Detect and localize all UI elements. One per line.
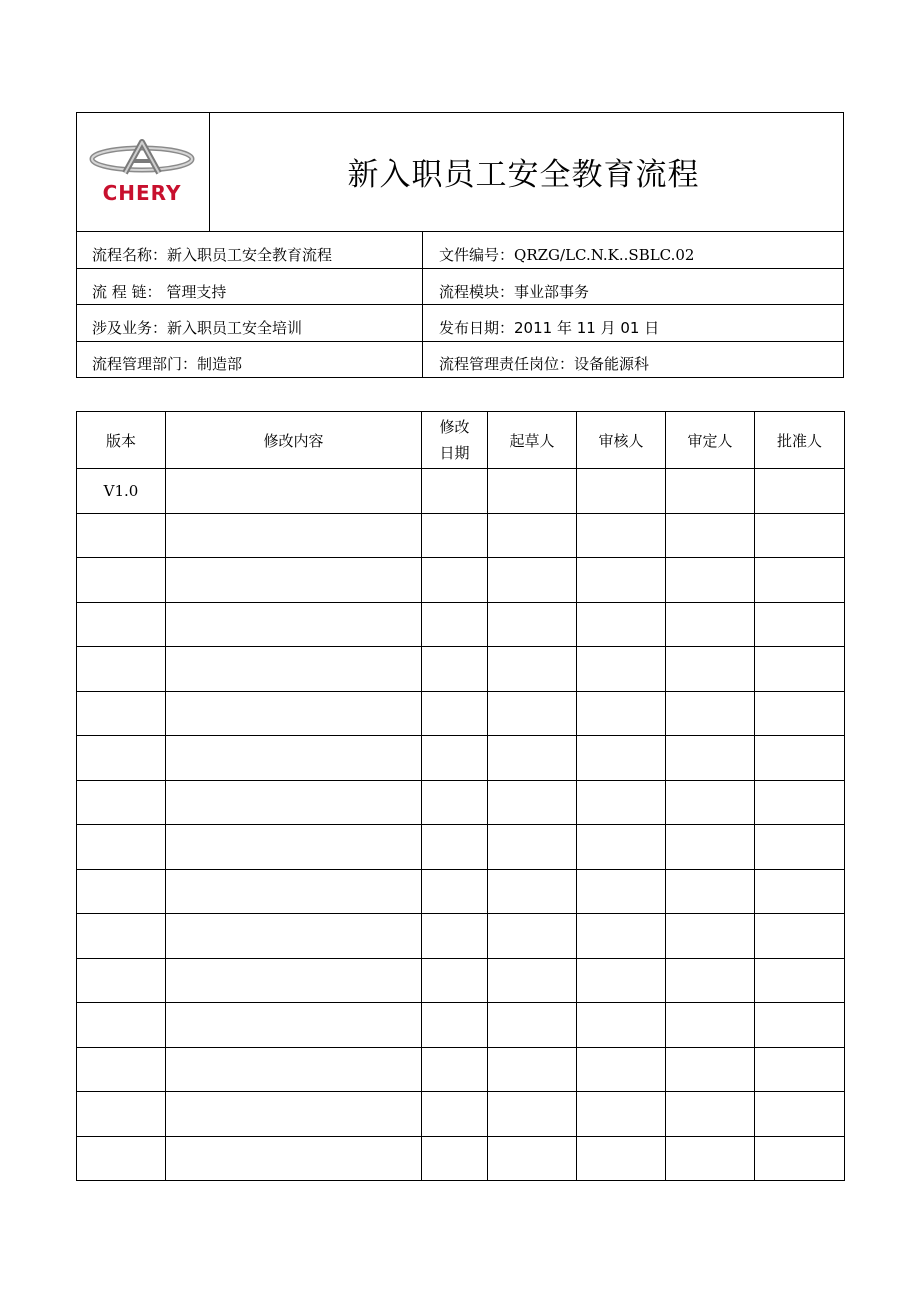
reviewer-cell[interactable] — [577, 736, 666, 781]
approver-cell[interactable] — [755, 513, 845, 558]
header-box — [76, 112, 844, 378]
approver-cell[interactable] — [755, 691, 845, 736]
approver-def-cell[interactable] — [666, 914, 755, 959]
process-name-field — [92, 246, 332, 264]
col-reviewer-header: 审核人 — [577, 412, 666, 469]
version-cell[interactable] — [77, 958, 166, 1003]
divider — [77, 231, 843, 232]
content-cell[interactable] — [166, 513, 422, 558]
date-cell[interactable] — [422, 958, 488, 1003]
approver-def-cell[interactable] — [666, 869, 755, 914]
approver-def-cell[interactable] — [666, 1003, 755, 1048]
drafter-cell[interactable] — [488, 558, 577, 603]
content-cell[interactable] — [166, 558, 422, 603]
file-no-label: 文件编号： — [439, 246, 515, 264]
approver-cell[interactable] — [755, 558, 845, 603]
date-cell[interactable] — [422, 736, 488, 781]
revision-table — [76, 411, 845, 1181]
content-cell[interactable] — [166, 914, 422, 959]
table-row — [77, 958, 845, 1003]
drafter-cell[interactable] — [488, 469, 577, 514]
version-cell[interactable] — [77, 1136, 166, 1181]
chery-logo-icon — [87, 139, 197, 179]
approver-cell[interactable] — [755, 825, 845, 870]
drafter-cell[interactable] — [488, 869, 577, 914]
reviewer-cell[interactable] — [577, 647, 666, 692]
approver-cell[interactable] — [755, 1003, 845, 1048]
reviewer-cell[interactable] — [577, 602, 666, 647]
business-label: 涉及业务： — [92, 319, 168, 337]
drafter-cell[interactable] — [488, 602, 577, 647]
table-row — [77, 647, 845, 692]
responsible-post-field — [439, 355, 649, 373]
release-date-label: 发布日期： — [439, 319, 515, 337]
process-module-label: 流程模块： — [439, 283, 515, 301]
table-row — [77, 869, 845, 914]
content-cell[interactable] — [166, 780, 422, 825]
col-content-header: 修改内容 — [166, 412, 422, 469]
divider — [422, 231, 423, 378]
reviewer-cell[interactable] — [577, 1136, 666, 1181]
drafter-cell[interactable] — [488, 780, 577, 825]
version-cell[interactable] — [77, 825, 166, 870]
approver-def-cell[interactable] — [666, 958, 755, 1003]
approver-cell[interactable] — [755, 1136, 845, 1181]
reviewer-cell[interactable] — [577, 1092, 666, 1137]
drafter-cell[interactable] — [488, 825, 577, 870]
divider — [77, 341, 843, 342]
drafter-cell[interactable] — [488, 647, 577, 692]
process-module-value: 事业部事务 — [514, 283, 590, 301]
file-no-value: QRZG/LC.N.K..SBLC.02 — [514, 246, 695, 264]
approver-cell[interactable] — [755, 780, 845, 825]
reviewer-cell[interactable] — [577, 513, 666, 558]
department-label: 流程管理部门： — [92, 355, 198, 373]
version-cell[interactable] — [77, 558, 166, 603]
drafter-cell[interactable] — [488, 513, 577, 558]
release-date-value: 2011 年 11 月 01 日 — [514, 319, 660, 337]
content-cell[interactable] — [166, 469, 422, 514]
col-drafter-header: 起草人 — [488, 412, 577, 469]
version-cell[interactable] — [77, 1092, 166, 1137]
reviewer-cell[interactable] — [577, 1003, 666, 1048]
reviewer-cell[interactable] — [577, 558, 666, 603]
approver-def-cell[interactable] — [666, 558, 755, 603]
version-cell[interactable] — [77, 647, 166, 692]
table-row — [77, 736, 845, 781]
drafter-cell[interactable] — [488, 914, 577, 959]
divider — [77, 268, 843, 269]
approver-def-cell[interactable] — [666, 513, 755, 558]
table-row — [77, 513, 845, 558]
drafter-cell[interactable] — [488, 958, 577, 1003]
table-row — [77, 602, 845, 647]
version-cell[interactable]: V1.0 — [77, 469, 166, 514]
approver-def-cell[interactable] — [666, 780, 755, 825]
approver-cell[interactable] — [755, 469, 845, 514]
date-cell[interactable] — [422, 1092, 488, 1137]
version-cell[interactable] — [77, 780, 166, 825]
approver-cell[interactable] — [755, 1092, 845, 1137]
date-cell[interactable] — [422, 691, 488, 736]
table-row — [77, 914, 845, 959]
approver-cell[interactable] — [755, 869, 845, 914]
approver-def-cell[interactable] — [666, 1092, 755, 1137]
content-cell[interactable] — [166, 958, 422, 1003]
date-cell[interactable] — [422, 558, 488, 603]
drafter-cell[interactable] — [488, 1136, 577, 1181]
process-name-label: 流程名称： — [92, 246, 168, 264]
process-name-value: 新入职员工安全教育流程 — [167, 246, 333, 264]
col-version-header: 版本 — [77, 412, 166, 469]
page-title: 新入职员工安全教育流程 — [347, 156, 700, 193]
responsible-post-label: 流程管理责任岗位： — [439, 355, 575, 373]
drafter-cell[interactable] — [488, 736, 577, 781]
content-cell[interactable] — [166, 869, 422, 914]
responsible-post-value: 设备能源科 — [574, 355, 650, 373]
release-date-field — [439, 319, 659, 337]
approver-def-cell[interactable] — [666, 691, 755, 736]
table-row — [77, 1003, 845, 1048]
table-row — [77, 825, 845, 870]
table-row — [77, 1047, 845, 1092]
content-cell[interactable] — [166, 1003, 422, 1048]
content-cell[interactable] — [166, 691, 422, 736]
table-header-row — [77, 412, 845, 469]
title-cell — [210, 113, 843, 231]
col-date-header — [422, 412, 488, 469]
date-cell[interactable] — [422, 869, 488, 914]
table-row — [77, 1092, 845, 1137]
version-cell[interactable] — [77, 602, 166, 647]
date-cell[interactable] — [422, 1047, 488, 1092]
content-cell[interactable] — [166, 825, 422, 870]
date-cell[interactable] — [422, 647, 488, 692]
date-cell[interactable] — [422, 914, 488, 959]
approver-def-cell[interactable] — [666, 736, 755, 781]
approver-cell[interactable] — [755, 914, 845, 959]
approver-cell[interactable] — [755, 647, 845, 692]
date-cell[interactable] — [422, 1003, 488, 1048]
content-cell[interactable] — [166, 647, 422, 692]
file-no-field — [439, 246, 694, 264]
col-approver-def-header: 审定人 — [666, 412, 755, 469]
process-module-field — [439, 283, 589, 301]
date-cell[interactable] — [422, 469, 488, 514]
version-cell[interactable] — [77, 736, 166, 781]
logo-cell — [77, 113, 210, 231]
reviewer-cell[interactable] — [577, 958, 666, 1003]
table-row — [77, 691, 845, 736]
content-cell[interactable] — [166, 602, 422, 647]
approver-def-cell[interactable] — [666, 1047, 755, 1092]
content-cell[interactable] — [166, 1047, 422, 1092]
reviewer-cell[interactable] — [577, 691, 666, 736]
approver-def-cell[interactable] — [666, 469, 755, 514]
version-cell[interactable] — [77, 691, 166, 736]
table-row — [77, 558, 845, 603]
col-approver-header: 批准人 — [755, 412, 845, 469]
col-date-header-line2: 日期 — [439, 444, 470, 462]
approver-def-cell[interactable] — [666, 647, 755, 692]
content-cell[interactable] — [166, 736, 422, 781]
col-date-header-line1: 修改 — [439, 418, 470, 436]
drafter-cell[interactable] — [488, 691, 577, 736]
approver-def-cell[interactable] — [666, 1136, 755, 1181]
drafter-cell[interactable] — [488, 1092, 577, 1137]
table-row — [77, 469, 845, 514]
business-value: 新入职员工安全培训 — [167, 319, 303, 337]
table-row — [77, 780, 845, 825]
process-chain-field — [92, 283, 226, 301]
drafter-cell[interactable] — [488, 1003, 577, 1048]
reviewer-cell[interactable] — [577, 780, 666, 825]
approver-cell[interactable] — [755, 958, 845, 1003]
date-cell[interactable] — [422, 825, 488, 870]
version-cell[interactable] — [77, 914, 166, 959]
table-row — [77, 1136, 845, 1181]
business-field — [92, 319, 302, 337]
date-cell[interactable] — [422, 1136, 488, 1181]
process-chain-value: 管理支持 — [166, 283, 227, 301]
logo-text: CHERY — [102, 181, 182, 205]
reviewer-cell[interactable] — [577, 469, 666, 514]
version-cell[interactable] — [77, 1047, 166, 1092]
content-cell[interactable] — [166, 1136, 422, 1181]
approver-cell[interactable] — [755, 736, 845, 781]
date-cell[interactable] — [422, 602, 488, 647]
department-field — [92, 355, 242, 373]
version-cell[interactable] — [77, 869, 166, 914]
version-cell[interactable] — [77, 513, 166, 558]
approver-def-cell[interactable] — [666, 825, 755, 870]
approver-cell[interactable] — [755, 602, 845, 647]
version-cell[interactable] — [77, 1003, 166, 1048]
date-cell[interactable] — [422, 513, 488, 558]
reviewer-cell[interactable] — [577, 869, 666, 914]
department-value: 制造部 — [197, 355, 243, 373]
approver-cell[interactable] — [755, 1047, 845, 1092]
divider — [77, 304, 843, 305]
content-cell[interactable] — [166, 1092, 422, 1137]
approver-def-cell[interactable] — [666, 602, 755, 647]
drafter-cell[interactable] — [488, 1047, 577, 1092]
date-cell[interactable] — [422, 780, 488, 825]
process-chain-label: 流 程 链： — [92, 283, 162, 301]
reviewer-cell[interactable] — [577, 825, 666, 870]
reviewer-cell[interactable] — [577, 1047, 666, 1092]
reviewer-cell[interactable] — [577, 914, 666, 959]
